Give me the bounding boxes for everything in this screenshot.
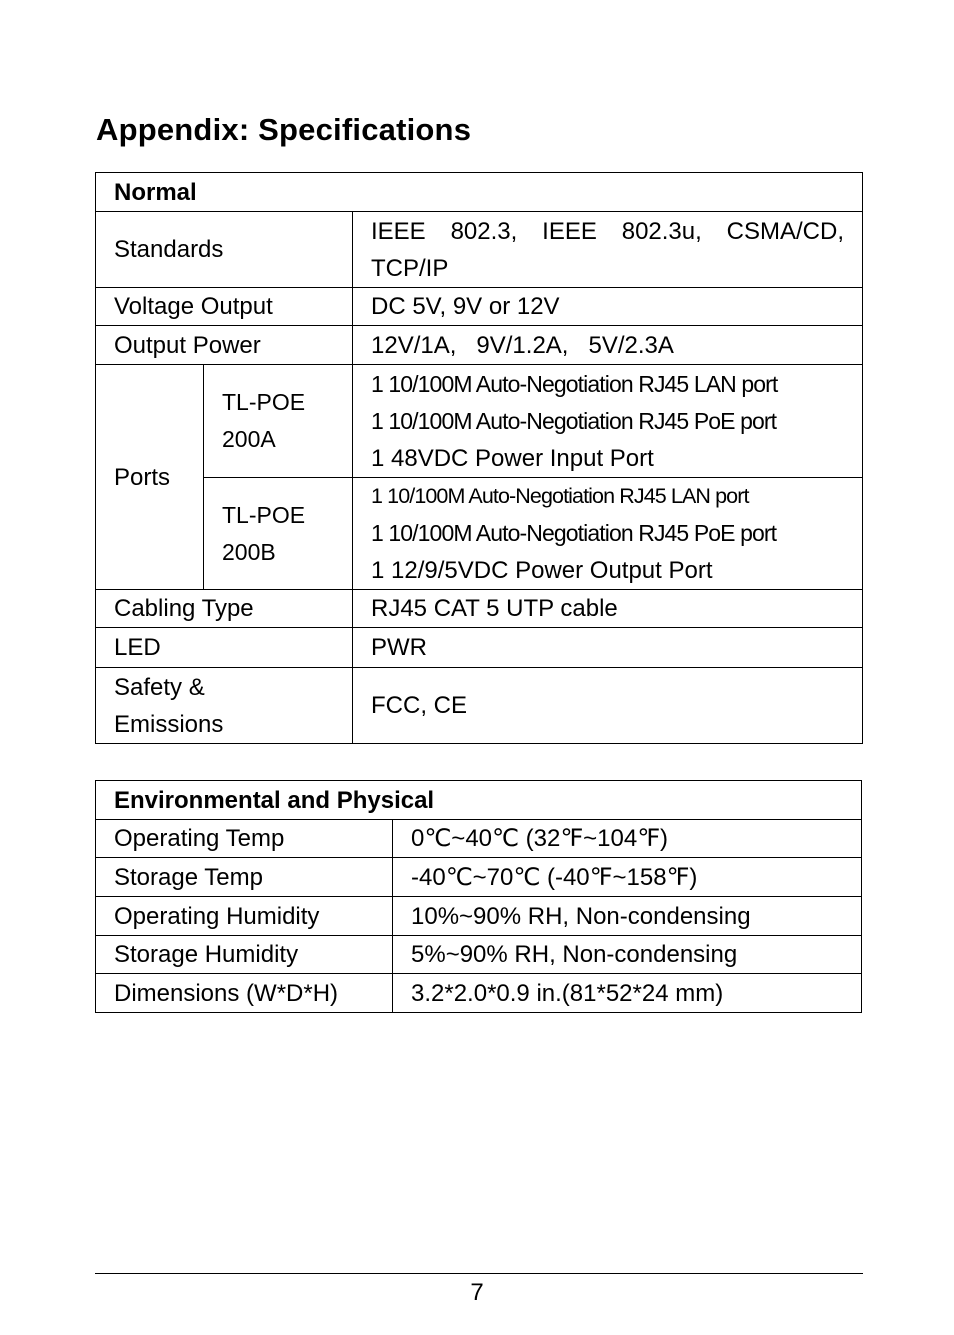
ports-model-200a-line2: 200A xyxy=(222,426,276,452)
ports-200b-line: 1 10/100M Auto-Negotiation RJ45 LAN port xyxy=(371,484,749,508)
ports-200b-line: 1 10/100M Auto-Negotiation RJ45 PoE port xyxy=(371,520,777,546)
normal-header: Normal xyxy=(96,173,863,212)
ports-200b-line: 1 12/9/5VDC Power Output Port xyxy=(371,557,713,584)
ports-200a-line: 1 10/100M Auto-Negotiation RJ45 LAN port xyxy=(371,370,778,397)
ports-model-200a xyxy=(204,365,353,478)
env-row-value: 3.2*2.0*0.9 in.(81*52*24 mm) xyxy=(393,974,862,1013)
ports-model-200b-line2: 200B xyxy=(222,538,276,565)
env-header: Environmental and Physical xyxy=(96,781,862,820)
ports-200a-line: 1 48VDC Power Input Port xyxy=(371,444,654,472)
output-power-label: Output Power xyxy=(96,326,353,365)
env-row-value: -40℃~70℃ (-40℉~158℉) xyxy=(393,858,862,897)
standards-value: IEEE 802.3, IEEE 802.3u, CSMA/CD, TCP/IP xyxy=(353,212,863,288)
voltage-output-label: Voltage Output xyxy=(96,288,353,326)
env-row-label: Dimensions (W*D*H) xyxy=(96,974,393,1013)
env-row-label: Operating Temp xyxy=(96,820,393,858)
output-power-value: 12V/1A, 9V/1.2A, 5V/2.3A xyxy=(353,326,863,365)
cabling-type-label: Cabling Type xyxy=(96,590,353,628)
led-label: LED xyxy=(96,628,353,668)
environmental-specs-table xyxy=(95,780,862,1013)
env-row-label: Storage Temp xyxy=(96,858,393,897)
cabling-type-value: RJ45 CAT 5 UTP cable xyxy=(353,590,863,628)
normal-specs-table xyxy=(95,172,863,744)
env-row-value: 10%~90% RH, Non-condensing xyxy=(393,897,862,936)
env-row-value: 5%~90% RH, Non-condensing xyxy=(393,936,862,974)
safety-label-line1: Safety & xyxy=(114,673,205,701)
led-value: PWR xyxy=(353,628,863,668)
ports-label: Ports xyxy=(96,365,204,590)
env-row-label: Storage Humidity xyxy=(96,936,393,974)
ports-model-200a-line1: TL-POE xyxy=(222,389,306,415)
ports-200a-value xyxy=(353,365,863,478)
voltage-output-value: DC 5V, 9V or 12V xyxy=(353,288,863,326)
ports-200b-value xyxy=(353,478,863,590)
standards-label: Standards xyxy=(96,212,353,288)
safety-label-line2: Emissions xyxy=(114,710,224,738)
safety-emissions-value: FCC, CE xyxy=(353,668,863,744)
page-title: Appendix: Specifications xyxy=(96,112,472,147)
safety-emissions-label xyxy=(96,668,353,744)
ports-model-200b-line1: TL-POE xyxy=(222,501,306,528)
env-row-label: Operating Humidity xyxy=(96,897,393,936)
footer-divider xyxy=(95,1273,863,1274)
ports-model-200b xyxy=(204,478,353,590)
ports-200a-line: 1 10/100M Auto-Negotiation RJ45 PoE port xyxy=(371,407,777,434)
env-row-value: 0℃~40℃ (32℉~104℉) xyxy=(393,820,862,858)
page-number: 7 xyxy=(470,1279,484,1306)
